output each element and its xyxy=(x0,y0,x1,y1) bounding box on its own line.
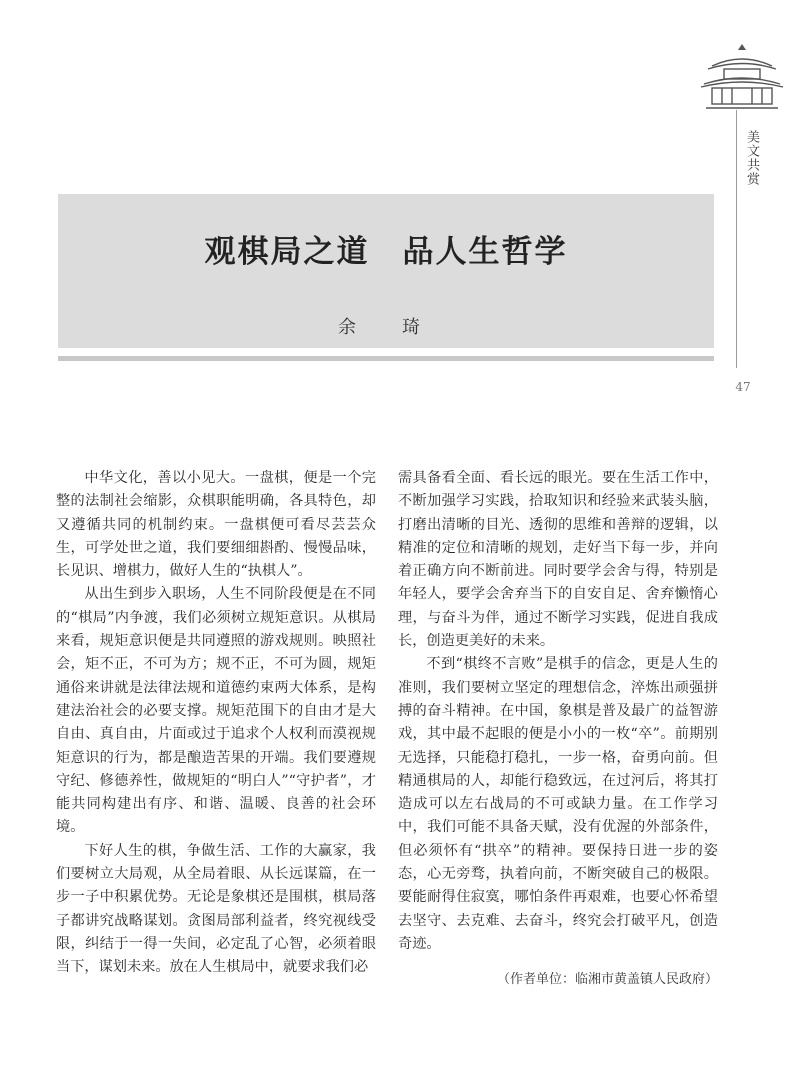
left-column xyxy=(56,467,376,980)
title-underline xyxy=(58,356,714,361)
pavilion-logo-icon xyxy=(698,42,786,114)
body-paragraph: 中华文化，善以小见大。一盘棋，便是一个完整的法制社会缩影，众棋职能明确，各具特色，却又遵循共同的机制约束。一盘棋便可看尽芸芸众生，可学处世之道，我们要细细斟酌、慢慢品味，长见识、增棋力，做好人生的“执棋人”。 xyxy=(56,470,376,580)
body-paragraph-continued: 需具备看全面、看长远的眼光。要在生活工作中，不断加强学习实践，拾取知识和经验来武装头脑，打磨出清晰的目光、透彻的思维和善辩的逻辑，以精准的定位和清晰的规划，走好当下每一步，并向着正确方向不断前进。同时要学会舍与得，特别是年轻人，要学会舍弃当下的自安自足、舍弃懒惰心理，与奋斗为伴，通过不断学习实践，促进自我成长，创造更美好的未来。 xyxy=(398,470,718,650)
article-author: 余 琦 xyxy=(338,317,434,338)
author-affiliation: （作者单位：临湘市黄盖镇人民政府） xyxy=(496,972,718,987)
body-paragraph: 下好人生的棋，争做生活、工作的大赢家，我们要树立大局观，从全局着眼、从长远谋篇，在一步一子中积累优势。无论是象棋还是围棋，棋局落子都讲究战略谋划。贪图局部利益者，终究视线受限，纠结于一得一失间，必定乱了心智，必须着眼当下，谋划未来。放在人生棋局中，就要求我们必 xyxy=(56,842,376,976)
body-paragraph: 从出生到步入职场，人生不同阶段便是在不同的“棋局”内争渡，我们必须树立规矩意识。从棋局来看，规矩意识便是共同遵照的游戏规则。映照社会，矩不正，不可为方；规不正，不可为圆，规矩通俗来讲就是法律法规和道德约束两大体系，是构建法治社会的必要支撑。规矩范围下的自由才是大自由、真自由，片面或过于追求个人权利而漠视规矩意识的行为，都是酿造苦果的开端。我们要遵规守纪、修德养性，做规矩的“明白人”“守护者”，才能共同构建出有序、和谐、温暖、良善的社会环境。 xyxy=(56,586,376,836)
side-rule xyxy=(736,110,737,368)
article-title: 观棋局之道 品人生哲学 xyxy=(204,234,568,270)
body-paragraph: 不到“棋终不言败”是棋手的信念，更是人生的准则，我们要树立坚定的理想信念，淬炼出顽强拼搏的奋斗精神。在中国，象棋是普及最广的益智游戏，其中最不起眼的便是小小的一枚“卒”。前期别无选择，只能稳打稳扎，一步一格，奋勇向前。但精通棋局的人，却能行稳致远，在过河后，将其打造成可以左右战局的不可或缺力量。在工作学习中，我们可能不具备天赋，没有优渥的外部条件，但必须怀有“拱卒”的精神。要保持日进一步的姿态，心无旁骛，执着向前，不断突破自己的极限。要能耐得住寂寞，哪怕条件再艰难，也要心怀希望去坚守、去克难、去奋斗，终究会打破平凡，创造奇迹。 xyxy=(398,656,718,952)
page-number: 47 xyxy=(735,380,751,394)
right-column xyxy=(398,467,718,956)
section-label: 美文共赏 xyxy=(744,130,759,186)
